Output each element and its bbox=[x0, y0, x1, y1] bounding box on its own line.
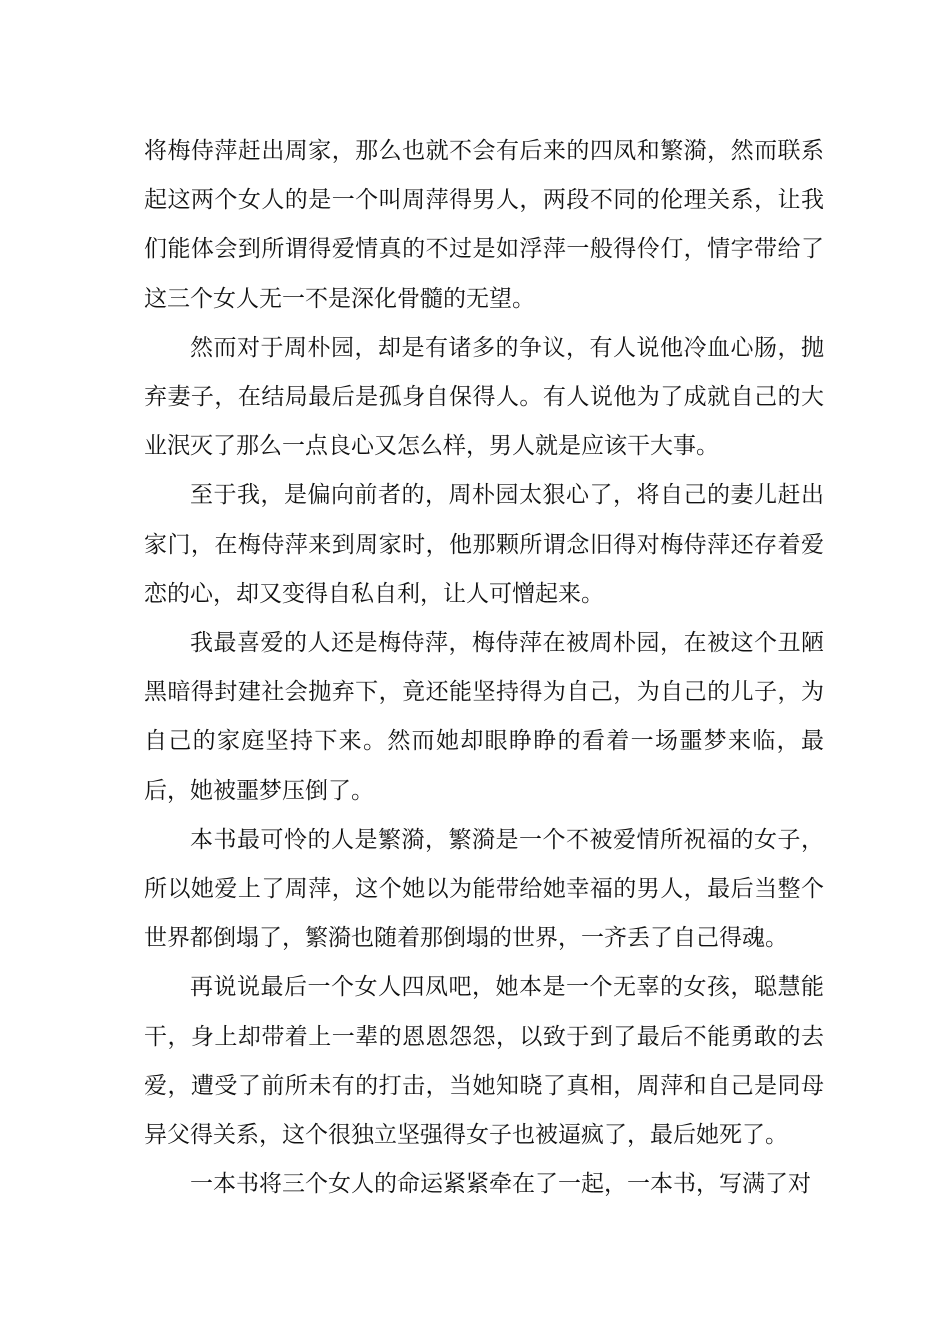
paragraph-continued: 将梅侍萍赶出周家，那么也就不会有后来的四凤和繁漪，然而联系起这两个女人的是一个叫周萍得男人，两段不同的伦理关系，让我们能体会到所谓得爱情真的不过是如浮萍一般得伶仃，情字带给了这三个女人无一不是深化骨髓的无望。 bbox=[144, 138, 824, 312]
paragraph-conclusion: 一本书将三个女人的命运紧紧牵在了一起，一本书，写满了对 bbox=[190, 1171, 811, 1198]
paragraph-sifeng: 再说说最后一个女人四凤吧，她本是一个无辜的女孩，聪慧能干，身上却带着上一辈的恩恩怨怨，以致于到了最后不能勇敢的去爱，遭受了前所未有的打击，当她知晓了真相，周萍和自己是同母异父得关系，这个很独立坚强得女子也被逼疯了，最后她死了。 bbox=[144, 974, 824, 1149]
document-body bbox=[144, 127, 824, 1209]
paragraph-mei-shiping: 我最喜爱的人还是梅侍萍，梅侍萍在被周朴园，在被这个丑陋黑暗得封建社会抛弃下，竟还能坚持得为自己，为自己的儿子，为自己的家庭坚持下来。然而她却眼睁睁的看着一场噩梦来临，最后，她被噩梦压倒了。 bbox=[144, 630, 824, 804]
paragraph-fanyi: 本书最可怜的人是繁漪，繁漪是一个不被爱情所祝福的女子，所以她爱上了周萍，这个她以为能带给她幸福的男人，最后当整个世界都倒塌了，繁漪也随着那倒塌的世界，一齐丢了自己得魂。 bbox=[144, 826, 824, 952]
paragraph-zhou-puyuan-debate: 然而对于周朴园，却是有诸多的争议，有人说他冷血心肠，抛弃妻子，在结局最后是孤身自保得人。有人说他为了成就自己的大业泯灭了那么一点良心又怎么样，男人就是应该干大事。 bbox=[144, 334, 824, 460]
paragraph-my-view: 至于我，是偏向前者的，周朴园太狠心了，将自己的妻儿赶出家门，在梅侍萍来到周家时，他那颗所谓念旧得对梅侍萍还存着爱恋的心，却又变得自私自利，让人可憎起来。 bbox=[144, 482, 824, 607]
